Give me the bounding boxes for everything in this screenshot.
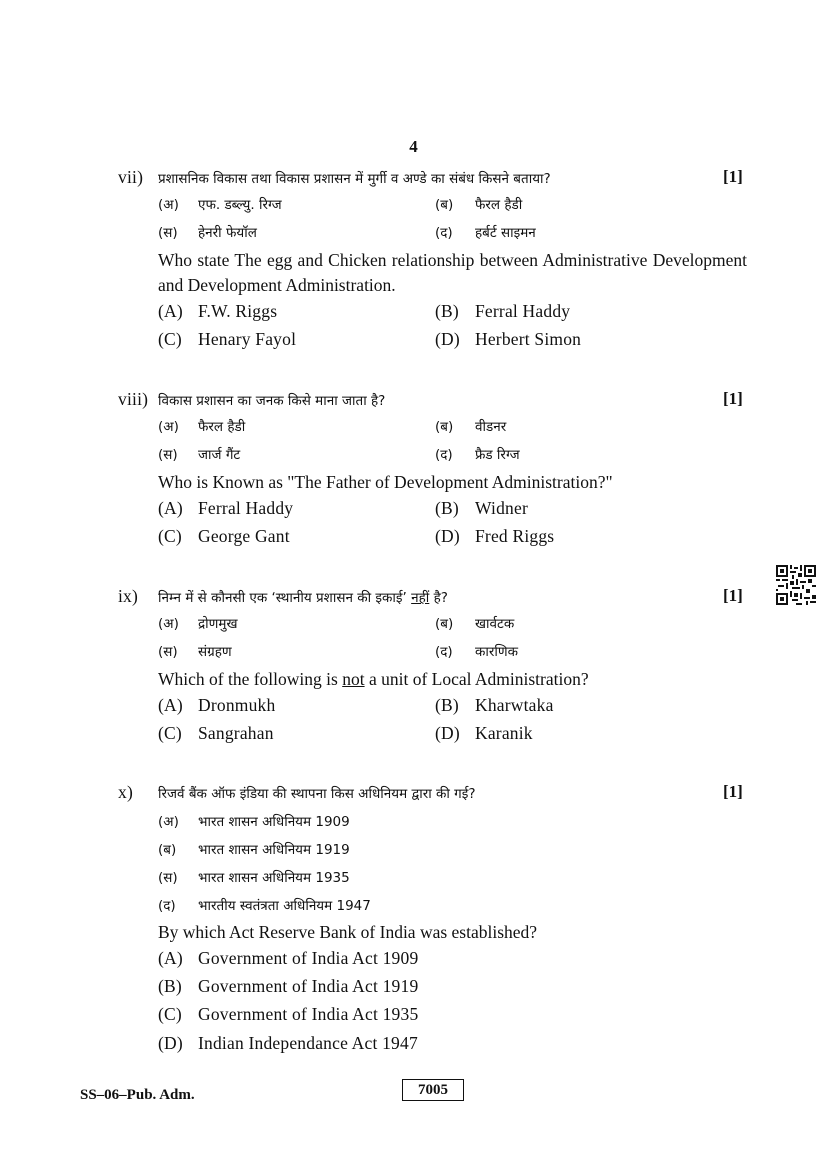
question-hindi: [158, 588, 718, 606]
option-label: (C): [158, 526, 182, 546]
option-label: (अ): [158, 419, 179, 435]
option-label: (B): [158, 976, 182, 996]
option-label: (स): [158, 644, 178, 660]
option-label: (A): [158, 695, 183, 715]
option-label: (B): [435, 301, 459, 321]
question-hindi-emphasis: नहीं: [411, 590, 430, 606]
option-label: (स): [158, 870, 178, 886]
option-label: (D): [435, 723, 460, 743]
hindi-options-row: [158, 223, 748, 249]
option-label: (स): [158, 447, 178, 463]
english-options-row: [158, 695, 748, 721]
question-hindi-part: निम्न में से कौनसी एक ‘स्थानीय प्रशासन की इकाई’: [158, 590, 412, 606]
option-text: George Gant: [198, 526, 290, 546]
option-label: (D): [435, 526, 460, 546]
hindi-options-row: [158, 614, 748, 640]
question-english-part: a unit of Local Administration?: [364, 669, 589, 689]
question-marks: [1]: [723, 782, 743, 801]
option-text: Indian Independance Act 1947: [198, 1033, 418, 1053]
question-number: x): [118, 782, 133, 802]
option-label: (द): [158, 898, 176, 914]
option-label: (A): [158, 948, 183, 968]
option-label: (C): [158, 1004, 182, 1024]
hindi-option: [158, 868, 350, 886]
english-options-row: [158, 301, 748, 327]
booklet-number: 7005: [402, 1079, 464, 1101]
option-text: हर्बर्ट साइमन: [475, 225, 536, 241]
option-text: Widner: [475, 498, 528, 518]
question-english: Who is Known as "The Father of Development Administration?": [158, 472, 613, 492]
option-text: भारत शासन अधिनियम 1935: [198, 870, 350, 886]
option-text: Sangrahan: [198, 723, 274, 743]
option-label: (B): [435, 498, 459, 518]
option-text: Ferral Haddy: [475, 301, 571, 321]
option-text: Fred Riggs: [475, 526, 555, 546]
option-label: (A): [158, 498, 183, 518]
option-text: Herbert Simon: [475, 329, 582, 349]
option-label: (A): [158, 301, 183, 321]
option-text: फैरल हैडी: [475, 197, 523, 213]
english-options-row: [158, 526, 748, 552]
option-text: जार्ज गैंट: [198, 447, 241, 463]
question-english: Who state The egg and Chicken relationship between Administrative Development and Development Administration.: [158, 250, 747, 295]
option-label: (ब): [435, 197, 454, 213]
option-label: (ब): [435, 616, 454, 632]
english-options-row: [158, 498, 748, 524]
option-label: (द): [435, 644, 453, 660]
option-text: भारत शासन अधिनियम 1919: [198, 842, 350, 858]
option-label: (अ): [158, 616, 179, 632]
option-text: भारतीय स्वतंत्रता अधिनियम 1947: [198, 898, 371, 914]
option-label: (द): [435, 447, 453, 463]
option-text: फ्रैड रिग्ज: [475, 447, 520, 463]
option-text: संग्रहण: [198, 644, 232, 660]
option-text: Government of India Act 1919: [198, 976, 419, 996]
option-text: द्रोणमुख: [198, 616, 238, 632]
option-label: (B): [435, 695, 459, 715]
question-marks: [1]: [723, 389, 743, 408]
option-label: (C): [158, 723, 182, 743]
option-text: Kharwtaka: [475, 695, 554, 715]
question-marks: [1]: [723, 167, 743, 186]
question-hindi: रिजर्व बैंक ऑफ इंडिया की स्थापना किस अधिनियम द्वारा की गई?: [158, 786, 476, 802]
option-text: Karanik: [475, 723, 533, 743]
option-text: भारत शासन अधिनियम 1909: [198, 814, 350, 830]
option-text: Government of India Act 1935: [198, 1004, 419, 1024]
option-text: हेनरी फेयॉल: [198, 225, 257, 241]
question-hindi: प्रशासनिक विकास तथा विकास प्रशासन में मुर्गी व अण्डे का संबंध किसने बताया?: [158, 171, 551, 187]
option-label: (स): [158, 225, 178, 241]
option-label: (ब): [158, 842, 177, 858]
english-option: [158, 1033, 418, 1054]
option-label: (ब): [435, 419, 454, 435]
english-option: [158, 948, 418, 969]
option-text: Henary Fayol: [198, 329, 297, 349]
question-english-emphasis: not: [342, 669, 365, 689]
option-text: कारणिक: [475, 644, 519, 660]
option-label: (C): [158, 329, 182, 349]
option-text: एफ. डब्ल्यु. रिग्ज: [198, 197, 282, 213]
option-text: Ferral Haddy: [198, 498, 294, 518]
english-options-row: [158, 723, 748, 749]
paper-code: SS–06–Pub. Adm.: [80, 1087, 195, 1103]
option-text: Dronmukh: [198, 695, 276, 715]
option-label: (अ): [158, 814, 179, 830]
page-number: 4: [409, 137, 418, 156]
question-english-part: Which of the following is: [158, 669, 343, 689]
option-text: F.W. Riggs: [198, 301, 278, 321]
option-text: Government of India Act 1909: [198, 948, 419, 968]
question-english: By which Act Reserve Bank of India was established?: [158, 922, 538, 942]
question-number: viii): [118, 389, 149, 409]
hindi-option: [158, 840, 350, 858]
option-text: खार्वटक: [475, 616, 515, 632]
question-marks: [1]: [723, 586, 743, 605]
option-label: (D): [435, 329, 460, 349]
english-option: [158, 1004, 418, 1025]
hindi-options-row: [158, 445, 748, 471]
question-english: [158, 667, 747, 692]
hindi-option: [158, 812, 350, 830]
question-number: vii): [118, 167, 144, 187]
hindi-options-row: [158, 195, 748, 221]
hindi-option: [158, 896, 371, 914]
hindi-options-row: [158, 417, 748, 443]
english-option: [158, 976, 418, 997]
option-text: वीडनर: [475, 419, 507, 435]
option-label: (अ): [158, 197, 179, 213]
english-options-row: [158, 329, 748, 355]
qr-code-icon: [776, 565, 816, 605]
option-text: फैरल हैडी: [198, 419, 246, 435]
question-hindi-part: है?: [429, 590, 448, 606]
hindi-options-row: [158, 642, 748, 668]
question-number: ix): [118, 586, 139, 606]
option-label: (द): [435, 225, 453, 241]
question-hindi: विकास प्रशासन का जनक किसे माना जाता है?: [158, 393, 386, 409]
option-label: (D): [158, 1033, 183, 1053]
